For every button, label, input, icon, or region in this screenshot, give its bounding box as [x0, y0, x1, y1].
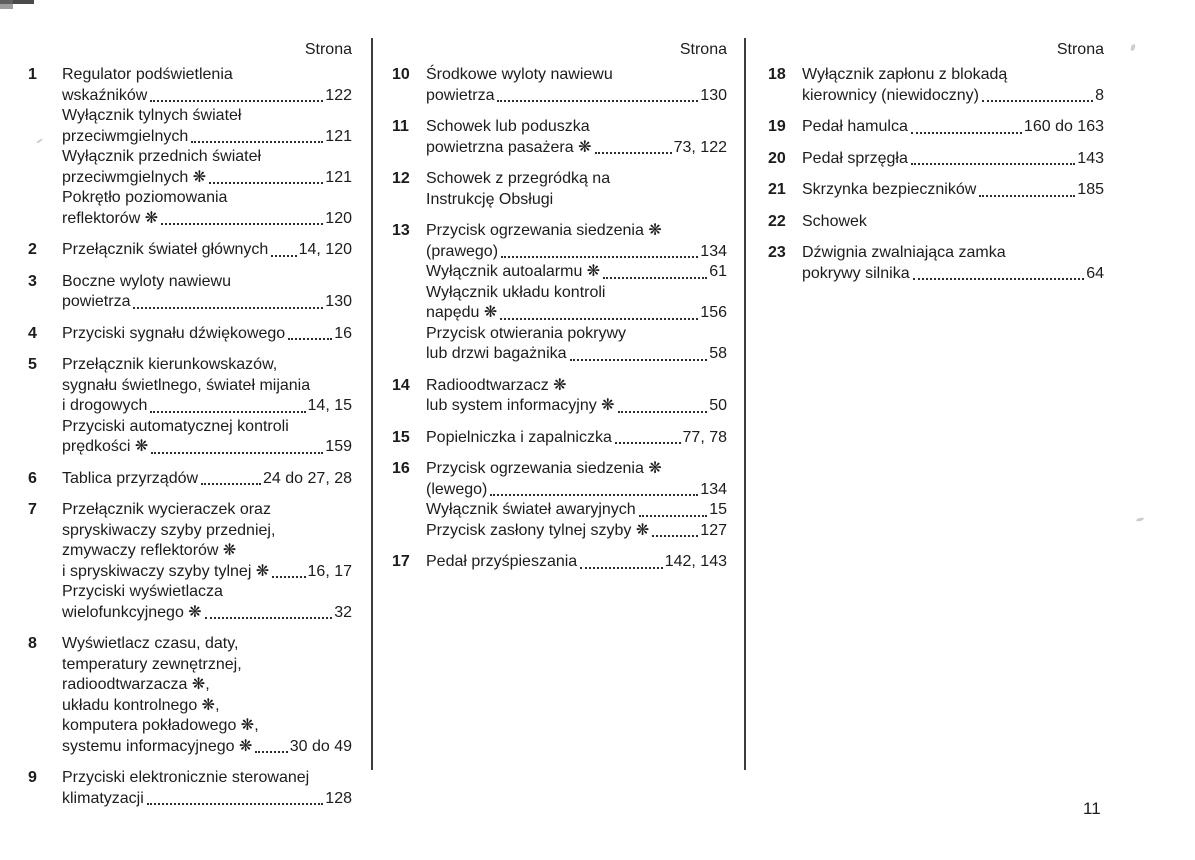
dot-leader: [652, 535, 698, 537]
toc-item: [28, 469, 352, 490]
toc-item-content: [426, 376, 727, 417]
toc-line-text: Wyłącznik przednich świateł: [62, 148, 262, 165]
dot-leader: [151, 452, 323, 454]
toc-line: [426, 221, 727, 242]
toc-line: [62, 355, 352, 376]
toc-line: [426, 86, 727, 107]
toc-line: [802, 86, 1104, 107]
toc-line: [62, 716, 352, 737]
page-ref: 15: [709, 501, 727, 518]
toc-line-text: (lewego): [426, 480, 488, 498]
toc-line-text: Instrukcję Obsługi: [426, 190, 554, 208]
toc-line: [62, 324, 352, 345]
column-page-header: Strona: [1056, 41, 1104, 58]
toc-line: [62, 106, 352, 127]
dot-leader: [500, 318, 698, 320]
page-ref: 134: [700, 480, 727, 498]
toc-line-text: Przycisk zasłony tylnej szyby ❋: [426, 521, 650, 539]
toc-item: [392, 552, 727, 573]
toc-line: [426, 376, 727, 397]
toc-item: [28, 324, 352, 345]
toc-line-text: i drogowych: [62, 397, 148, 414]
toc-item: [392, 117, 727, 158]
item-number: 22: [768, 212, 786, 230]
toc-item-content: [62, 272, 352, 313]
toc-line-text: spryskiwaczy szyby przedniej,: [62, 521, 276, 539]
toc-line: [62, 127, 352, 148]
toc-line-text: prędkości ❋: [62, 438, 149, 455]
toc-line: [62, 188, 352, 209]
toc-line: [62, 634, 352, 655]
toc-line: [62, 521, 352, 542]
toc-line: [62, 737, 352, 758]
column-page-header: Strona: [679, 41, 727, 58]
page-ref: 160 do 163: [1023, 118, 1104, 135]
toc-item: [768, 180, 1104, 201]
toc-line: [62, 696, 352, 717]
toc-item: [768, 212, 1104, 233]
toc-line: [62, 655, 352, 676]
page-ref: 14, 120: [298, 241, 352, 258]
item-number: 1: [28, 66, 37, 83]
column-page-header: Strona: [304, 41, 352, 58]
toc-line-text: i spryskiwaczy szyby tylnej ❋: [62, 562, 270, 580]
toc-item-content: [426, 65, 727, 106]
toc-item-content: [426, 169, 727, 210]
dot-leader: [161, 223, 323, 225]
toc-line-text: powietrza: [62, 293, 131, 310]
toc-item-content: [62, 324, 352, 345]
toc-item-content: [426, 221, 727, 365]
dot-leader: [209, 182, 323, 184]
toc-item-content: [426, 459, 727, 541]
page-ref: 121: [325, 127, 352, 145]
toc-line-text: Regulator podświetlenia: [62, 66, 233, 83]
dot-leader: [595, 152, 672, 154]
toc-line: [62, 272, 352, 293]
dot-leader: [979, 195, 1075, 197]
toc-line: [802, 243, 1104, 264]
page-ref: 58: [709, 345, 727, 362]
toc-line-text: Środkowe wyloty nawiewu: [426, 66, 613, 83]
toc-line-text: wskaźników: [62, 86, 148, 104]
toc-line-text: przeciwmgielnych: [62, 127, 189, 145]
page-ref: 16: [334, 324, 352, 342]
toc-line: [62, 789, 352, 810]
toc-line: [426, 242, 727, 263]
item-number: 17: [392, 553, 410, 570]
item-number: 4: [28, 324, 37, 342]
toc-line-text: Schowek lub poduszka: [426, 118, 590, 135]
column-divider: [744, 38, 746, 770]
toc-line: [62, 240, 352, 261]
item-number: 10: [392, 66, 410, 83]
item-number: 23: [768, 244, 786, 261]
toc-line: [426, 428, 727, 449]
toc-item: [28, 634, 352, 757]
toc-line: [62, 168, 352, 189]
toc-item-content: [426, 428, 727, 449]
toc-line-text: Dźwignia zwalniająca zamka: [802, 244, 1006, 261]
page-ref: 159: [325, 438, 352, 455]
toc-line: [426, 344, 727, 365]
toc-line: [426, 169, 727, 190]
toc-line-text: Wyłącznik zapłonu z blokadą: [802, 66, 1008, 83]
dot-leader: [150, 411, 305, 413]
page-ref: 120: [325, 209, 352, 227]
toc-line: [62, 562, 352, 583]
toc-line: [62, 396, 352, 417]
toc-line-text: Pedał przyśpieszania: [426, 553, 578, 570]
item-number: 8: [28, 635, 37, 652]
toc-item-content: [426, 117, 727, 158]
item-number: 11: [392, 118, 409, 135]
toc-line: [802, 117, 1104, 138]
dot-leader: [615, 442, 681, 444]
toc-line: [62, 209, 352, 230]
toc-item: [28, 65, 352, 229]
toc-line-text: klimatyzacji: [62, 789, 144, 807]
toc-line-text: Schowek z przegródką na: [426, 170, 611, 187]
toc-item: [28, 240, 352, 261]
item-number: 19: [768, 118, 786, 135]
toc-line: [62, 86, 352, 107]
toc-item-content: [802, 117, 1104, 138]
dot-leader: [490, 494, 698, 496]
toc-items: [768, 65, 1104, 284]
scan-artifact: [1130, 44, 1136, 52]
toc-line-text: lub system informacyjny ❋: [426, 397, 615, 414]
dot-leader: [288, 338, 332, 340]
toc-item: [392, 169, 727, 210]
dot-leader: [501, 256, 698, 258]
toc-line: [426, 138, 727, 159]
toc-line: [802, 149, 1104, 170]
toc-line-text: Przycisk otwierania pokrywy: [426, 324, 627, 342]
toc-line: [426, 480, 727, 501]
toc-line: [62, 768, 352, 789]
toc-line-text: wielofunkcyjnego ❋: [62, 603, 202, 621]
toc-line-text: Pokrętło poziomowania: [62, 189, 228, 206]
dot-leader: [580, 567, 663, 569]
toc-line-text: Przyciski wyświetlacza: [62, 583, 223, 600]
page-ref: 61: [709, 263, 727, 280]
toc-line-text: powietrza: [426, 86, 495, 104]
column-divider: [371, 38, 373, 770]
page-ref: 30 do 49: [289, 737, 352, 755]
toc-line: [426, 500, 727, 521]
toc-item-content: [802, 180, 1104, 201]
page-number: 11: [1083, 799, 1101, 818]
toc-item: [768, 243, 1104, 284]
dot-leader: [201, 483, 261, 485]
toc-item-content: [802, 149, 1104, 170]
page-ref: 143: [1077, 149, 1104, 167]
toc-line: [802, 65, 1104, 86]
page-ref: 14, 15: [307, 397, 352, 414]
toc-line-text: sygnału świetlnego, świateł mijania: [62, 376, 311, 394]
page-ref: 156: [700, 304, 727, 321]
toc-line: [62, 469, 352, 490]
toc-line-text: Przyciski elektronicznie sterowanej: [62, 769, 310, 786]
toc-line: [62, 376, 352, 397]
dot-leader: [911, 163, 1075, 165]
dot-leader: [639, 515, 708, 517]
toc-line: [62, 437, 352, 458]
toc-line-text: temperatury zewnętrznej,: [62, 655, 242, 673]
toc-line: [426, 190, 727, 211]
toc-line-text: Schowek: [802, 212, 867, 230]
toc-line: [426, 65, 727, 86]
item-number: 2: [28, 241, 37, 258]
item-number: 9: [28, 769, 37, 786]
toc-item: [392, 459, 727, 541]
toc-line: [62, 65, 352, 86]
toc-line-text: Radioodtwarzacz ❋: [426, 376, 567, 394]
toc-line-text: Przycisk ogrzewania siedzenia ❋: [426, 460, 662, 477]
item-number: 21: [768, 181, 786, 198]
dot-leader: [913, 278, 1085, 280]
page-ref: 185: [1077, 181, 1104, 198]
toc-column-1: [28, 40, 352, 820]
dot-leader: [147, 803, 324, 805]
toc-item-content: [62, 768, 352, 809]
page-ref: 64: [1086, 264, 1104, 282]
toc-line: [62, 147, 352, 168]
toc-line: [62, 500, 352, 521]
dot-leader: [150, 100, 323, 102]
page-ref: 128: [325, 789, 352, 807]
toc-item: [392, 221, 727, 365]
toc-line: [62, 582, 352, 603]
toc-line-text: zmywaczy reflektorów ❋: [62, 542, 237, 559]
toc-item-content: [62, 240, 352, 261]
toc-line-text: Wyświetlacz czasu, daty,: [62, 635, 239, 652]
toc-line: [62, 417, 352, 438]
toc-item-content: [62, 634, 352, 757]
toc-line-text: Wyłącznik tylnych świateł: [62, 107, 242, 124]
toc-items: [28, 65, 352, 809]
toc-line: [62, 292, 352, 313]
page-ref: 130: [325, 293, 352, 310]
toc-item: [392, 376, 727, 417]
toc-line-text: Boczne wyloty nawiewu: [62, 272, 231, 290]
toc-column-3: [768, 40, 1104, 295]
dot-leader: [603, 277, 707, 279]
dot-leader: [618, 411, 708, 413]
page-ref: 24 do 27, 28: [263, 469, 352, 487]
dot-leader: [272, 576, 305, 578]
toc-line-text: radioodtwarzacza ❋,: [62, 676, 210, 693]
page-ref: 16, 17: [307, 562, 352, 580]
toc-line: [62, 603, 352, 624]
page-ref: 32: [334, 603, 352, 621]
page-ref: 50: [709, 397, 727, 414]
page-ref: 127: [700, 521, 727, 539]
toc-line-text: przeciwmgielnych ❋: [62, 168, 207, 186]
toc-line-text: Pedał sprzęgła: [802, 149, 908, 167]
toc-item-content: [426, 552, 727, 573]
dot-leader: [191, 141, 323, 143]
toc-line: [802, 180, 1104, 201]
page-ref: 122: [325, 86, 352, 104]
toc-line-text: Przyciski automatycznej kontroli: [62, 417, 289, 435]
item-number: 6: [28, 469, 37, 487]
page-ref: 8: [1095, 86, 1104, 104]
toc-item: [28, 500, 352, 623]
dot-leader: [497, 100, 698, 102]
toc-line-text: reflektorów ❋: [62, 209, 159, 227]
item-number: 18: [768, 66, 786, 83]
page-ref: 130: [700, 86, 727, 104]
toc-line-text: Przełącznik wycieraczek oraz: [62, 501, 271, 518]
page-ref: 142, 143: [664, 553, 727, 570]
toc-item-content: [802, 212, 1104, 233]
toc-item: [28, 768, 352, 809]
toc-item: [28, 272, 352, 313]
toc-line-text: Skrzynka bezpieczników: [802, 181, 977, 198]
page-ref: 73, 122: [673, 138, 727, 156]
toc-line-text: układu kontrolnego ❋,: [62, 696, 220, 714]
dot-leader: [911, 132, 1022, 134]
toc-item-content: [62, 355, 352, 458]
toc-line: [426, 459, 727, 480]
toc-line-text: Przycisk ogrzewania siedzenia ❋: [426, 222, 662, 239]
toc-line-text: lub drzwi bagażnika: [426, 345, 567, 362]
toc-items: [392, 65, 727, 573]
toc-line: [426, 521, 727, 542]
toc-item: [392, 428, 727, 449]
toc-line: [62, 675, 352, 696]
scan-artifact: [0, 0, 13, 9]
item-number: 12: [392, 170, 410, 187]
toc-line-text: Wyłącznik układu kontroli: [426, 283, 606, 301]
item-number: 20: [768, 149, 786, 167]
toc-item: [768, 65, 1104, 106]
toc-line-text: systemu informacyjnego ❋: [62, 737, 253, 755]
toc-item-content: [62, 65, 352, 229]
toc-line-text: powietrzna pasażera ❋: [426, 138, 592, 156]
toc-line: [426, 283, 727, 304]
toc-line-text: Wyłącznik autoalarmu ❋: [426, 263, 601, 280]
item-number: 14: [392, 376, 410, 394]
dot-leader: [255, 751, 287, 753]
toc-line: [426, 262, 727, 283]
item-number: 13: [392, 222, 410, 239]
toc-item-content: [802, 65, 1104, 106]
toc-item-content: [802, 243, 1104, 284]
toc-line: [802, 212, 1104, 233]
item-number: 15: [392, 428, 410, 446]
scan-artifact: [1136, 517, 1145, 522]
toc-line-text: Popielniczka i zapalniczka: [426, 428, 612, 446]
toc-line-text: Tablica przyrządów: [62, 469, 199, 487]
toc-item: [768, 149, 1104, 170]
toc-line: [426, 396, 727, 417]
page-ref: 77, 78: [682, 428, 727, 446]
dot-leader: [205, 617, 333, 619]
dot-leader: [133, 307, 323, 309]
toc-line-text: Przełącznik świateł głównych: [62, 241, 269, 258]
item-number: 16: [392, 460, 410, 477]
toc-line-text: Przyciski sygnału dźwiękowego: [62, 324, 286, 342]
toc-line: [426, 117, 727, 138]
toc-line-text: (prawego): [426, 242, 499, 260]
item-number: 5: [28, 356, 37, 373]
toc-line: [802, 264, 1104, 285]
toc-item-content: [62, 500, 352, 623]
toc-column-2: [392, 40, 727, 584]
toc-line-text: Przełącznik kierunkowskazów,: [62, 356, 278, 373]
page-ref: 121: [325, 168, 352, 186]
toc-item: [768, 117, 1104, 138]
toc-line: [426, 324, 727, 345]
toc-line: [426, 552, 727, 573]
dot-leader: [982, 100, 1093, 102]
page-ref: 134: [700, 242, 727, 260]
toc-line-text: kierownicy (niewidoczny): [802, 86, 979, 104]
toc-line-text: Wyłącznik świateł awaryjnych: [426, 501, 636, 518]
toc-line-text: pokrywy silnika: [802, 264, 910, 282]
toc-line: [426, 303, 727, 324]
toc-line-text: Pedał hamulca: [802, 118, 908, 135]
dot-leader: [271, 255, 296, 257]
toc-line-text: napędu ❋: [426, 304, 498, 321]
dot-leader: [570, 359, 708, 361]
toc-item-content: [62, 469, 352, 490]
toc-item: [392, 65, 727, 106]
item-number: 3: [28, 272, 37, 290]
item-number: 7: [28, 501, 37, 518]
toc-line-text: komputera pokładowego ❋,: [62, 717, 259, 734]
toc-line: [62, 541, 352, 562]
toc-item: [28, 355, 352, 458]
